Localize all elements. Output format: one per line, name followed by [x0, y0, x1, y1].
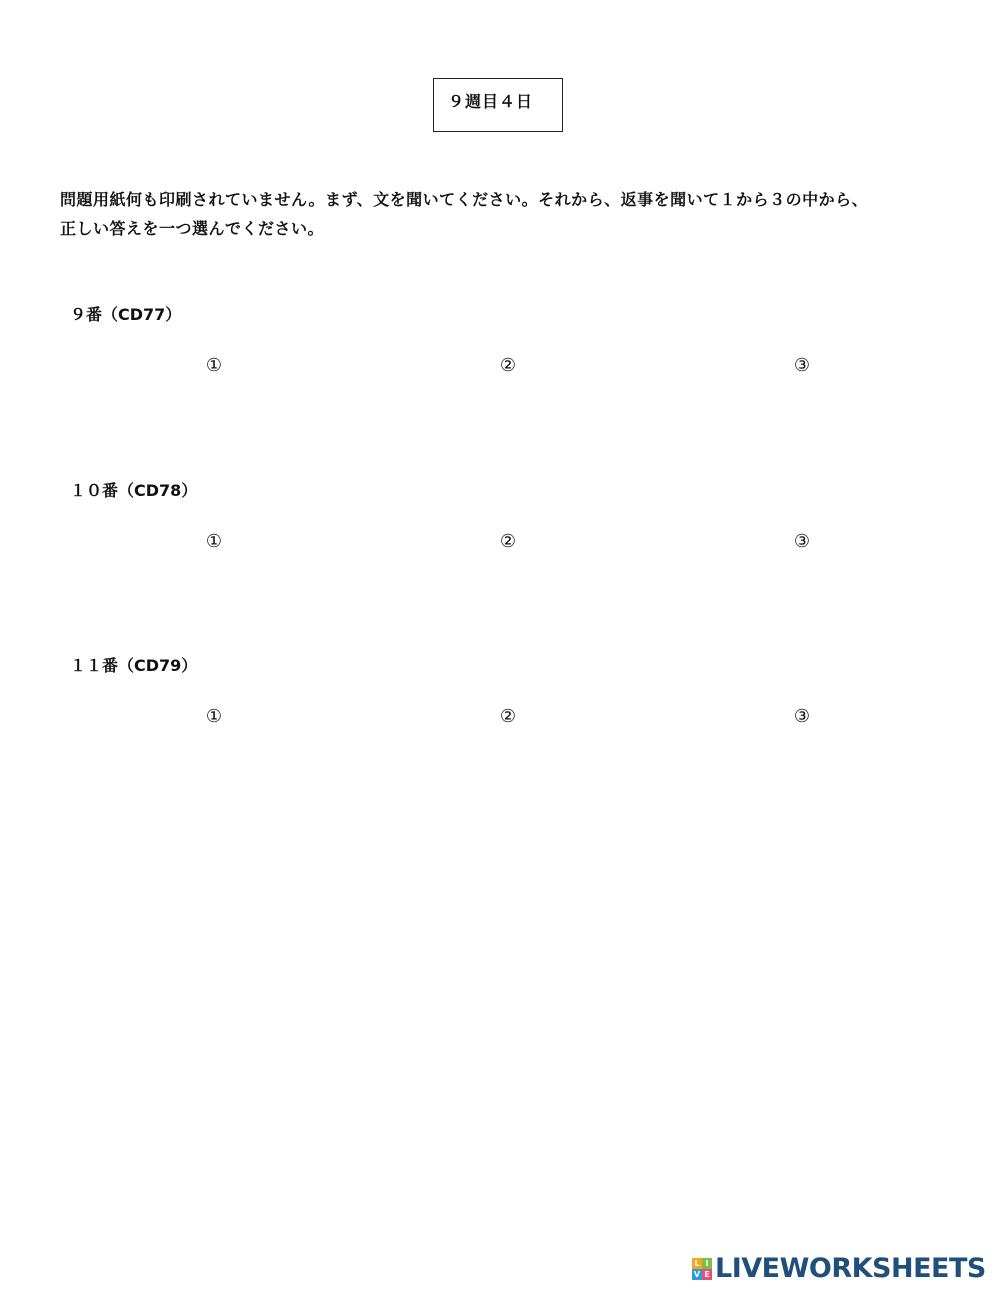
question-11 [0, 653, 1000, 733]
choice-3[interactable]: ③ [793, 706, 811, 727]
question-label: ９番（CD77） [70, 305, 182, 324]
choice-3[interactable]: ③ [793, 355, 811, 376]
choice-2[interactable]: ② [499, 531, 517, 552]
choice-3[interactable]: ③ [793, 531, 811, 552]
choice-1[interactable]: ① [205, 531, 223, 552]
instructions-line-2: 正しい答えを一つ選んでください。 [60, 219, 325, 238]
logo-letter-v: V [693, 1270, 701, 1279]
choice-1[interactable]: ① [205, 355, 223, 376]
logo-letter-i: I [702, 1258, 712, 1269]
question-label: １０番（CD78） [70, 481, 198, 500]
question-10 [0, 478, 1000, 558]
question-9 [0, 302, 1000, 382]
title-box [433, 78, 563, 132]
question-label: １１番（CD79） [70, 656, 198, 675]
page-title: ９週目４日 [448, 92, 534, 111]
logo-wordmark: LIVEWORKSHEETS [715, 1253, 986, 1284]
choice-2[interactable]: ② [499, 706, 517, 727]
choice-1[interactable]: ① [205, 706, 223, 727]
logo-mark-icon [692, 1258, 712, 1280]
choice-2[interactable]: ② [499, 355, 517, 376]
instructions-line-1: 問題用紙何も印刷されていません。まず、文を聞いてください。それから、返事を聞いて１から３の中から、 [60, 190, 869, 209]
instructions [60, 185, 960, 243]
logo-letter-e: E [702, 1269, 712, 1280]
logo-letter-l: L [692, 1258, 702, 1269]
liveworksheets-logo [692, 1254, 986, 1284]
